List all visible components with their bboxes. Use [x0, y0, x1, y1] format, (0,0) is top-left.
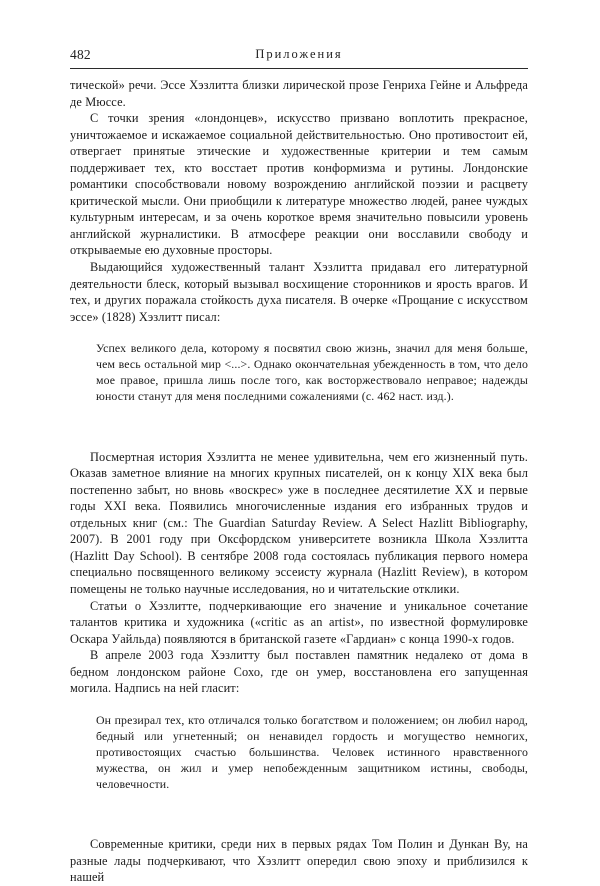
paragraph: Посмертная история Хэзлитта не менее удивительна, чем его жизненный путь. Оказав заметное влияние на многих крупных писателей, он к концу XIX века был постепенно забыт, но вновь «воскрес» уже в последнее десятилетие XX и первые годы XXI века. Появились многочисленные издания его избранных трудов и отдельных книг (см.: The Guardian Saturday Review. A Select Hazlitt Bibliography, 2007). В 2001 году при Оксфордском университете возникла Школа Хэзлитта (Hazlitt Day School). В сентябре 2008 года состоялась публикация первого номера специально посвященного великому эссеисту журнала (Hazlitt Review), в котором помещены не только научные исследования, но и читательские отклики. — [70, 449, 528, 596]
spacer — [70, 405, 528, 449]
spacer — [70, 325, 528, 340]
paragraph: Статьи о Хэзлитте, подчеркивающие его значение и уникальное сочетание талантов критика и художника («critic as an artist», по известной формулировке Оскара Уайльда) появляются в британской газете «Гардиан» с конца 1990-х годов. — [70, 598, 528, 646]
block-quote-hazlitt-farewell — [70, 340, 528, 404]
spacer — [70, 697, 528, 712]
page-number: 482 — [70, 47, 91, 62]
quote-text: Успех великого дела, которому я посвятил свою жизнь, значил для меня больше, чем весь остальной мир <...>. Однако окончательная убежденность в том, что дело мое правое, пришла лишь после того, как восторжествовало неправое; надежды юности станут для меня последними сожалениями (с. 462 наст. изд.). — [96, 341, 528, 404]
paragraph: Современные критики, среди них в первых рядах Том Полин и Дункан Ву, на разные лады подчеркивают, что Хэзлитт опередил свою эпоху и приблизился к нашей — [70, 837, 528, 885]
paragraph: Выдающийся художественный талант Хэзлитта придавал его литературной деятельности блеск, который вызывал восхищение сторонников и ярость врагов. И тех, и других поражала стойкость духа писателя. В очерке «Прощание с искусством эссе» (1828) Хэзлитт писал: — [70, 260, 528, 324]
block-quote-grave-inscription — [70, 712, 528, 792]
spacer — [70, 792, 528, 836]
quote-text: Он презирал тех, кто отличался только богатством и положением; он любил народ, бедный или угнетенный; он ненавидел гордость и могущество немногих, противостоящих счастью большинства. Человек истинного нравственного мужества, он жил и умер непобежденным защитником истины, свободы, человечности. — [96, 712, 528, 792]
running-title: Приложения — [255, 47, 343, 61]
paragraph: С точки зрения «лондонцев», искусство призвано воплотить прекрасное, уничтожаемое и искажаемое социальной действительностью. Оно противостоит ей, отвергает принятые этические и художественные критерии и тем самым поддерживает тех, кто восстает против конформизма и рутины. Лондонские романтики способствовали новому возрождению английской поэзии и расцвету критической мысли. Они приобщили к литературе множество людей, ранее чуждых культурным интересам, и за очень короткое время значительно повысили уровень английской журналистики. В атмосфере реакции они восславили свободу и открываемые ею духовные просторы. — [70, 111, 528, 258]
running-head — [70, 46, 528, 66]
paragraph: тической» речи. Эссе Хэзлитта близки лирической прозе Генриха Гейне и Альфреда де Мюссе. — [70, 78, 528, 109]
header-divider-rule — [70, 68, 528, 69]
paragraph: В апреле 2003 года Хэзлитту был поставлен памятник недалеко от дома в бедном лондонском районе Сохо, где он умер, восстановлена его запущенная могила. Надпись на ней гласит: — [70, 648, 528, 696]
